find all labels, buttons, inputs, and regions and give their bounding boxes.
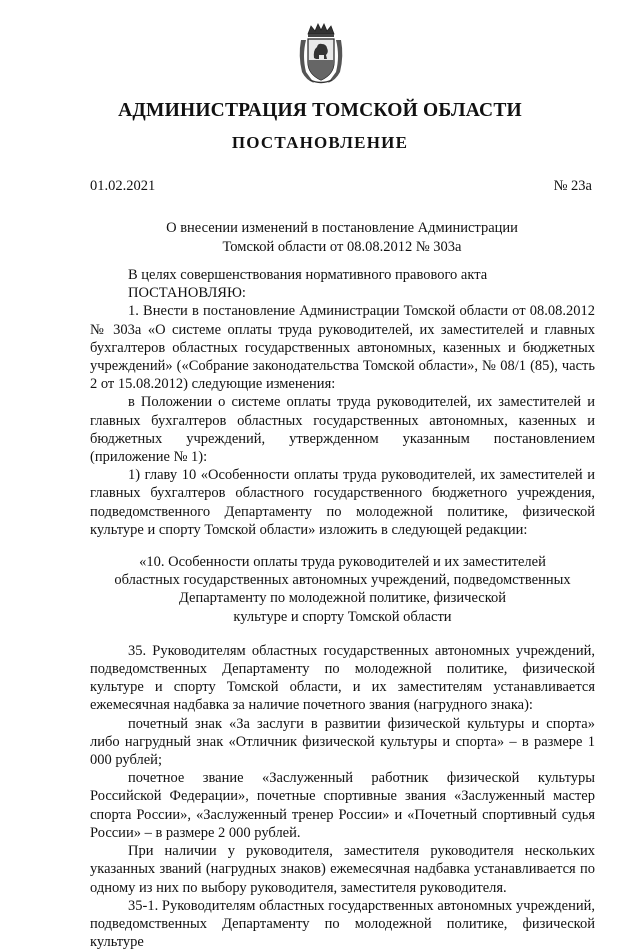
- chapter-title-line: «10. Особенности оплаты труда руководителей и их заместителей: [139, 554, 546, 571]
- coat-of-arms-icon: [298, 22, 344, 86]
- paragraph-35-a: почетный знак «За заслуги в развитии физической культуры и спорта» либо нагрудный знак «Отличник физической культуры и спорта» – в размере 1 000 рублей;: [90, 715, 595, 769]
- chapter-title-line: культуре и спорту Томской области: [233, 608, 452, 625]
- paragraph-35: 35. Руководителям областных государственных автономных учреждений, подведомственных Департаменту по молодежной политике, физической культуре и спорту Томской области, и их заместителям устанавливается ежемесячная надбавка за наличие почетного звания (нагрудного знака):: [90, 642, 595, 714]
- paragraph-2: в Положении о системе оплаты труда руководителей, их заместителей и главных бухгалтеров областных государственных автономных, казенных и бюджетных учреждений, утвержденном указанным постановлением (приложение № 1):: [90, 394, 595, 466]
- subject-line: О внесении изменений в постановление Администрации: [166, 220, 518, 236]
- document-subject: [90, 219, 594, 257]
- paragraph-35-1: 35-1. Руководителям областных государственных автономных учреждений, подведомственных Департаменту по молодежной политике, физической культуре: [90, 897, 595, 951]
- chapter-title: [90, 553, 595, 626]
- intro-paragraph: В целях совершенствования нормативного правового акта: [128, 267, 488, 283]
- document-number: № 23а: [553, 178, 592, 194]
- organization-title: АДМИНИСТРАЦИЯ ТОМСКОЙ ОБЛАСТИ: [118, 100, 522, 121]
- subject-line: Томской области от 08.08.2012 № 303а: [222, 239, 462, 255]
- paragraph-1: 1. Внести в постановление Администрации Томской области от 08.08.2012 № 303а «О системе оплаты труда руководителей, их заместителей и главных бухгалтеров областных государственных автономных, казенных и бюджетных учреждений» («Собрание законодательства Томской области», № 08/1 (85), часть 2 от 15.08.2012) следующие изменения:: [90, 303, 595, 393]
- document-body: [90, 266, 595, 951]
- decree-word: ПОСТАНОВЛЯЮ:: [128, 285, 246, 302]
- paragraph-3: 1) главу 10 «Особенности оплаты труда руководителей, их заместителей и главных бухгалтеров областного государственного бюджетного учреждения, подведомственного Департаменту по молодежной политике, физической культуре и спорту Томской области» изложить в следующей редакции:: [90, 467, 595, 538]
- document-type: ПОСТАНОВЛЕНИЕ: [231, 133, 409, 152]
- document-date: 01.02.2021: [90, 178, 156, 194]
- paragraph-35-b: почетное звание «Заслуженный работник физической культуры Российской Федерации», почетные спортивные звания «Заслуженный мастер спорта России», «Заслуженный тренер России» и «Почетный спортивный судья России» – в размере 2 000 рублей.: [90, 770, 595, 841]
- chapter-title-line: областных государственных автономных учреждений, подведомственных: [114, 572, 571, 589]
- chapter-title-line: Департаменту по молодежной политике, физической: [178, 590, 507, 607]
- paragraph-35-c: При наличии у руководителя, заместителя руководителя нескольких указанных званий (нагрудных знаков) ежемесячная надбавка устанавливается по одному из них по выбору руководителя, заместителя руководителя.: [90, 843, 595, 896]
